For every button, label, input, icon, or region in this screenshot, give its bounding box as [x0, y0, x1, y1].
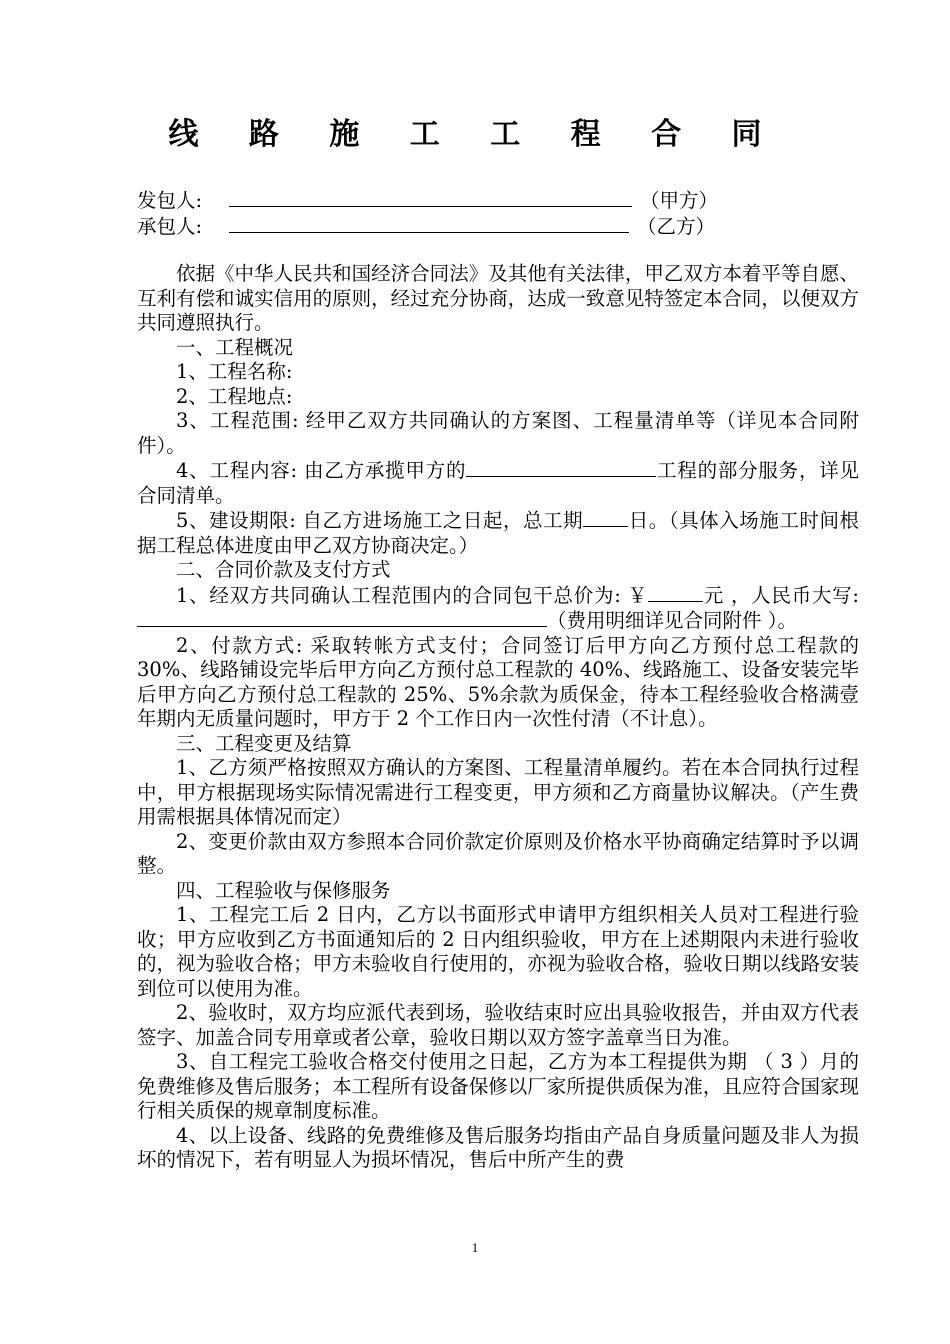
clause-acceptance-1: 1、工程完工后 2 日内，乙方以书面形式申请甲方组织相关人员对工程进行验收；甲方应收到乙方书面通知后的 2 日内组织验收，甲方在上述期限内未进行验收的，视为验收合格；甲方未验收自行使用的，亦视为验收合格，验收日期以线路安装到位可以使用为准。: [137, 903, 859, 1000]
contract-body: [137, 262, 859, 1173]
employer-label: 发包人:: [137, 189, 203, 212]
section-heading-acceptance: 四、工程验收与保修服务: [176, 878, 391, 902]
content-text-a: 4、工程内容: 由乙方承揽甲方的: [176, 459, 467, 482]
contractor-label: 承包人:: [137, 215, 203, 238]
price-amount-blank[interactable]: [648, 583, 703, 602]
section-heading-overview: 一、工程概况: [176, 335, 294, 359]
employer-row: [137, 186, 857, 212]
clause-project-location: 2、工程地点:: [176, 384, 293, 408]
contractor-role: （乙方）: [637, 215, 716, 238]
price-words-blank[interactable]: [137, 608, 547, 627]
period-days-blank[interactable]: [583, 508, 628, 527]
clause-acceptance-4: 4、以上设备、线路的免费维修及售后服务均指由产品自身质量问题及非人为损坏的情况下，若有明显人为损坏情况，售后中所产生的费: [137, 1123, 859, 1171]
price-text-b: 元 ，人民币大写:: [703, 583, 859, 607]
price-text-a: 1、经双方共同确认工程范围内的合同包干总价为: ￥: [176, 583, 649, 607]
employer-role: （甲方）: [640, 189, 719, 212]
clause-contract-price: [137, 583, 859, 634]
intro-paragraph: 依据《中华人民共和国经济合同法》及其他有关法律，甲乙双方本着平等自愿、互利有偿和诚实信用的原则，经过充分协商，达成一致意见特签定本合同，以便双方共同遵照执行。: [137, 262, 859, 334]
clause-change-1: 1、乙方须严格按照双方确认的方案图、工程量清单履约。若在本合同执行过程中，甲方根据现场实际情况需进行工程变更，甲方须和乙方商量协议解决。（产生费用需根据具体情况而定）: [137, 756, 859, 828]
price-text-c: （费用明细详见合同附件 ）。: [547, 609, 797, 632]
section-heading-price: 二、合同价款及支付方式: [176, 558, 391, 581]
period-text-a: 5、建设期限: 自乙方进场施工之日起，总工期: [176, 509, 584, 532]
contract-title: 线 路 施 工 工 程 合 同: [168, 117, 782, 152]
period-text-b: 日。（具体入场施工时间根据工程总体进度由甲乙双方协商决定。）: [137, 509, 859, 557]
page-number: 1: [471, 1240, 479, 1255]
section-heading-changes: 三、工程变更及结算: [176, 731, 352, 755]
clause-project-scope: 3、工程范围: 经甲乙双方共同确认的方案图、工程量清单等（详见本合同附件）。: [137, 409, 859, 457]
contractor-row: [137, 212, 857, 238]
clause-project-content: [137, 458, 859, 508]
contractor-name-field[interactable]: [229, 212, 629, 233]
clause-change-2: 2、变更价款由双方参照本合同价款定价原则及价格水平协商确定结算时予以调整。: [137, 829, 859, 877]
clause-payment-method: 2、付款方式: 采取转帐方式支付；合同签订后甲方向乙方预付总工程款的 30%、线路铺设完毕后甲方向乙方预付总工程款的 40%、线路施工、设备安装完毕后甲方向乙方预付总工程款的 25%、5%余款为质保金，待本工程经验收合格满壹年期内无质量问题时，甲方于 2 个工作日内一次性付清（不计息）。: [137, 633, 859, 730]
content-text-b: 工程的部分服务，详见合同清单。: [137, 459, 859, 507]
content-blank[interactable]: [466, 458, 656, 477]
employer-name-field[interactable]: [229, 186, 632, 207]
parties-block: [137, 186, 857, 238]
clause-project-name: 1、工程名称:: [176, 360, 293, 383]
clause-construction-period: [137, 508, 859, 558]
clause-acceptance-3: 3、自工程完工验收合格交付使用之日起，乙方为本工程提供为期 （ 3 ）月的免费维修及售后服务；本工程所有设备保修以厂家所提供质保为准，且应符合国家现行相关质保的规章制度标准。: [137, 1050, 859, 1122]
clause-acceptance-2: 2、验收时，双方均应派代表到场，验收结束时应出具验收报告，并由双方代表签字、加盖合同专用章或者公章，验收日期以双方签字盖章当日为准。: [137, 1001, 859, 1049]
